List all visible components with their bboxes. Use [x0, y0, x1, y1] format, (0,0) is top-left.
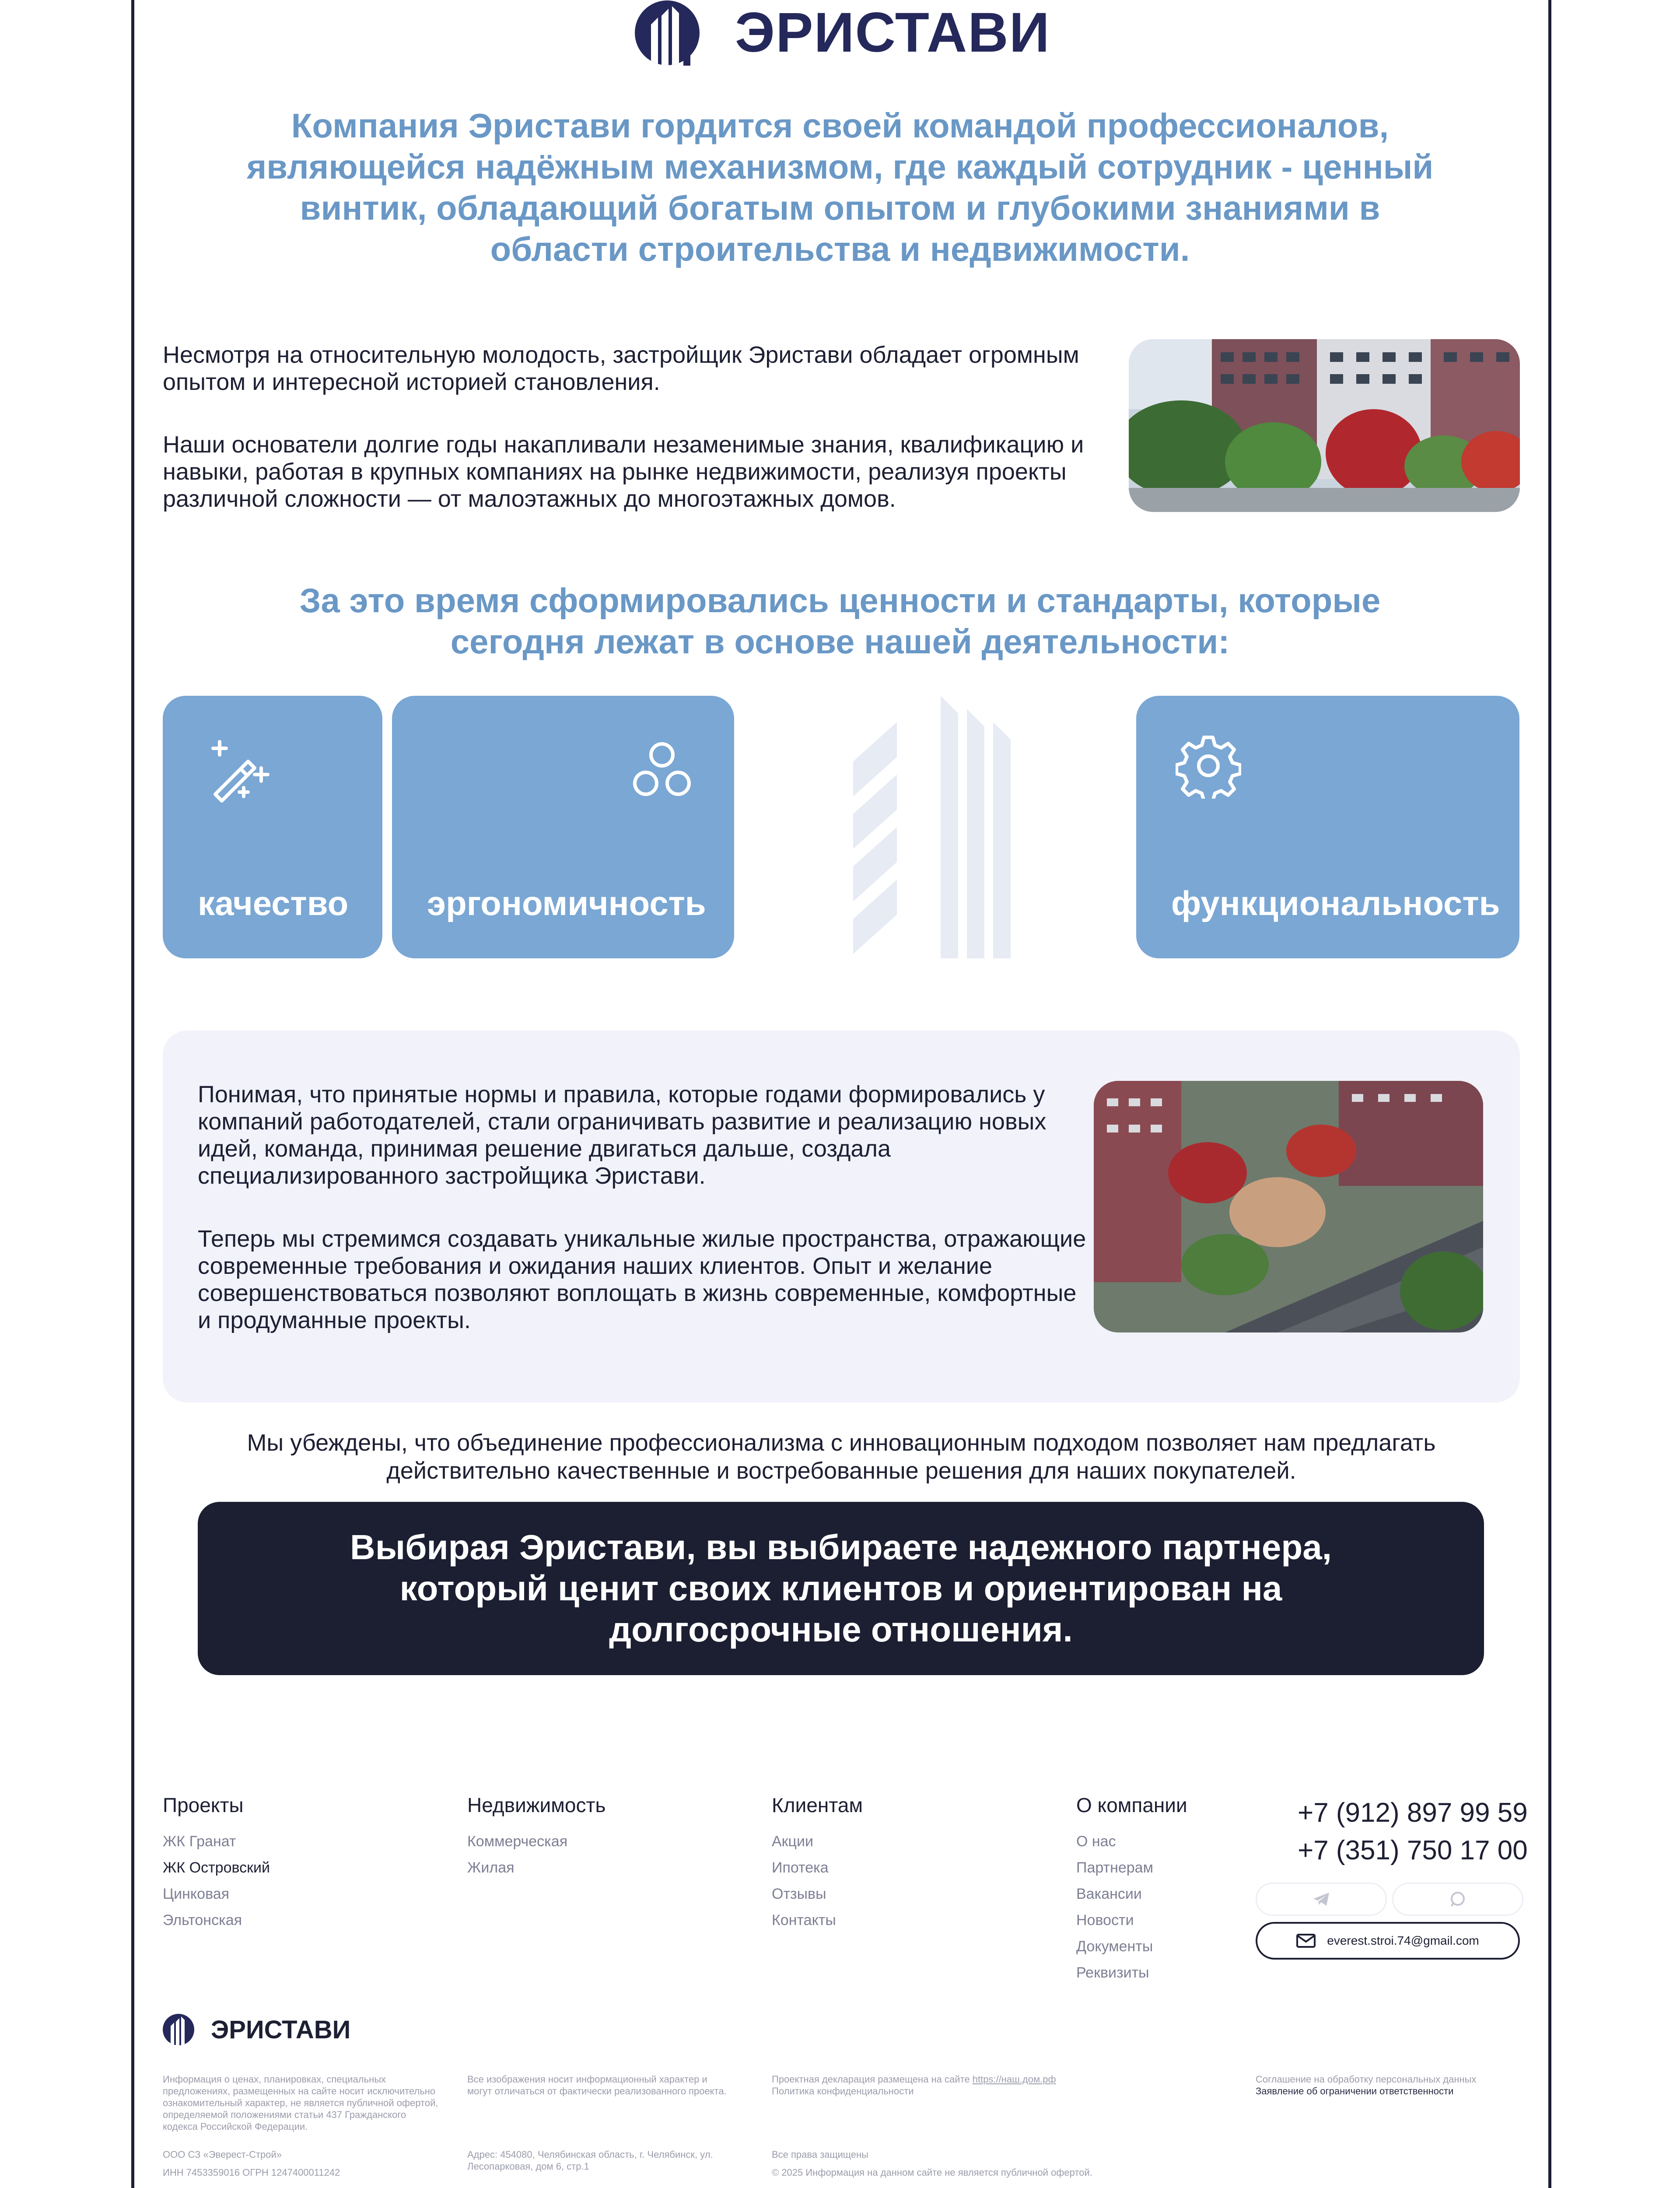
- magic-wand-icon: [206, 737, 272, 803]
- value-label: качество: [198, 884, 349, 922]
- courtyard-aerial-photo: [1094, 1081, 1483, 1332]
- footer-link[interactable]: Документы: [1076, 1938, 1153, 1955]
- value-card-ergonomics: [392, 696, 734, 958]
- copyright-text: © 2025 Информация на данном сайте не является публичной офертой.: [772, 2167, 1092, 2178]
- brand-name: ЭРИСТАВИ: [735, 1, 1050, 64]
- email-text: everest.stroi.74@gmail.com: [1327, 1934, 1479, 1947]
- building-watermark-icon: [853, 696, 1019, 958]
- footer-link[interactable]: Партнерам: [1076, 1859, 1153, 1876]
- legal-rights: [772, 2149, 1166, 2178]
- whatsapp-button[interactable]: [1392, 1883, 1523, 1916]
- footer-link[interactable]: Контакты: [772, 1912, 836, 1929]
- story-paragraph-1: Понимая, что принятые нормы и правила, которые годами формировались у компаний работодателей, стали ограничивать развитие и реализацию новых идей, команда, принимая решение двигаться дальше, создала специализированного застройщика Эристави.: [198, 1081, 1046, 1189]
- footer-link[interactable]: Новости: [1076, 1912, 1134, 1929]
- telegram-icon: [1312, 1892, 1330, 1907]
- partner-text: Выбирая Эристави, вы выбираете надежного партнера, который ценит своих клиентов и ориентирован на долгосрочные отношения.: [350, 1528, 1332, 1649]
- phone-link[interactable]: +7 (912) 897 99 59: [1298, 1798, 1528, 1828]
- value-label: функциональность: [1171, 884, 1500, 922]
- building-photo: [1129, 339, 1520, 512]
- personal-data-link[interactable]: Соглашение на обработку персональных данных: [1256, 2074, 1477, 2085]
- social-buttons: [1256, 1883, 1523, 1916]
- building-logo-icon: [163, 2013, 198, 2046]
- footer-column-title: О компании: [1076, 1794, 1187, 1816]
- story-paragraph-2: Теперь мы стремимся создавать уникальные жилые пространства, отражающие современные требования и ожидания наших клиентов. Опыт и желание совершенствоваться позволяют воплощать в жизнь современные, комфортные и продуманные проекты.: [198, 1226, 1086, 1333]
- value-label: эргономичность: [427, 884, 706, 922]
- gear-icon: [1176, 733, 1241, 799]
- company-ids: ИНН 7453359016 ОГРН 1247400011242: [163, 2167, 340, 2178]
- phone-link[interactable]: +7 (351) 750 17 00: [1298, 1835, 1528, 1865]
- footer-link[interactable]: О нас: [1076, 1833, 1116, 1850]
- footer-link[interactable]: Ипотека: [772, 1859, 829, 1876]
- footer-column-title: Недвижимость: [467, 1794, 606, 1816]
- legal-declaration-text: Проектная декларация размещена на сайте: [772, 2074, 973, 2085]
- rights-text: Все права защищены: [772, 2149, 868, 2160]
- declaration-link[interactable]: https://наш.дом.рф: [972, 2074, 1056, 2085]
- legal-agreements: [1256, 2073, 1522, 2097]
- footer-column-company: [1076, 1793, 1187, 1986]
- legal-address: Адрес: 454080, Челябинская область, г. Челябинск, ул. Лесопарковая, дом 6, стр.1: [467, 2149, 713, 2172]
- footer-link[interactable]: Отзывы: [772, 1886, 826, 1902]
- footer-link[interactable]: ЖК Гранат: [163, 1833, 236, 1850]
- brand-logo[interactable]: [634, 0, 1050, 66]
- privacy-policy-link[interactable]: Политика конфиденциальности: [772, 2086, 914, 2097]
- intro-paragraph-1: Несмотря на относительную молодость, застройщик Эристави обладает огромным опытом и интересной историей становления.: [163, 342, 1079, 395]
- company-name: ООО СЗ «Эверест-Строй»: [163, 2149, 282, 2160]
- footer-column-realty: [467, 1793, 606, 1881]
- intro-paragraph-2: Наши основатели долгие годы накапливали незаменимые знания, квалификацию и навыки, работая в крупных компаниях на рынке недвижимости, реализуя проекты различной сложности — от малоэтажных до многоэтажных домов.: [163, 431, 1084, 512]
- convince-text: Мы убеждены, что объединение профессионализма с инновационным подходом позволяет нам предлагать действительно качественные и востребованные решения для наших покупателей.: [247, 1430, 1436, 1484]
- footer-column-projects: [163, 1793, 270, 1933]
- footer-link[interactable]: Эльтонская: [163, 1912, 242, 1929]
- value-card-quality: [163, 696, 382, 958]
- whatsapp-icon: [1450, 1891, 1466, 1907]
- footer-column-title: Клиентам: [772, 1794, 863, 1816]
- footer-link[interactable]: Цинковая: [163, 1886, 230, 1902]
- partner-banner: [198, 1502, 1484, 1675]
- footer-logo-text: ЭРИСТАВИ: [211, 2015, 351, 2044]
- mail-icon: [1296, 1934, 1316, 1948]
- legal-company: [163, 2149, 438, 2178]
- value-card-functionality: [1136, 696, 1519, 958]
- footer-column-title: Проекты: [163, 1794, 244, 1816]
- intro-lead: Компания Эристави гордится своей командой профессионалов, являющейся надёжным механизмом, где каждый сотрудник - ценный винтик, обладающий богатым опытом и глубокими знаниями в области строительства и недвижимости.: [246, 106, 1434, 268]
- footer-column-clients: [772, 1793, 863, 1933]
- footer-logo[interactable]: [163, 2013, 350, 2046]
- legal-disclaimer: Информация о ценах, планировках, специальных предложениях, размещенных на сайте носит исключительно ознакомительный характер, не является публичной офертой, определяемой положениями статьи 437 Гражданского кодекса Российской Федерации.: [163, 2074, 438, 2132]
- circles-icon: [629, 737, 695, 803]
- footer-link[interactable]: Реквизиты: [1076, 1964, 1149, 1981]
- values-title: За это время сформировались ценности и стандарты, которые сегодня лежат в основе нашей деятельности:: [299, 581, 1381, 661]
- email-button[interactable]: [1256, 1922, 1520, 1960]
- building-logo-icon: [634, 0, 713, 66]
- footer-link[interactable]: Вакансии: [1076, 1886, 1142, 1902]
- footer-phones: [1298, 1794, 1528, 1869]
- footer-link[interactable]: Коммерческая: [467, 1833, 568, 1850]
- legal-declaration: [772, 2073, 1166, 2097]
- footer-link[interactable]: ЖК Островский: [163, 1859, 270, 1876]
- telegram-button[interactable]: [1256, 1883, 1387, 1916]
- footer-link[interactable]: Жилая: [467, 1859, 514, 1876]
- footer-link[interactable]: Акции: [772, 1833, 814, 1850]
- liability-link[interactable]: Заявление об ограничении ответственности: [1256, 2086, 1454, 2097]
- legal-images-note: Все изображения носит информационный характер и могут отличаться от фактически реализованного проекта.: [467, 2074, 727, 2097]
